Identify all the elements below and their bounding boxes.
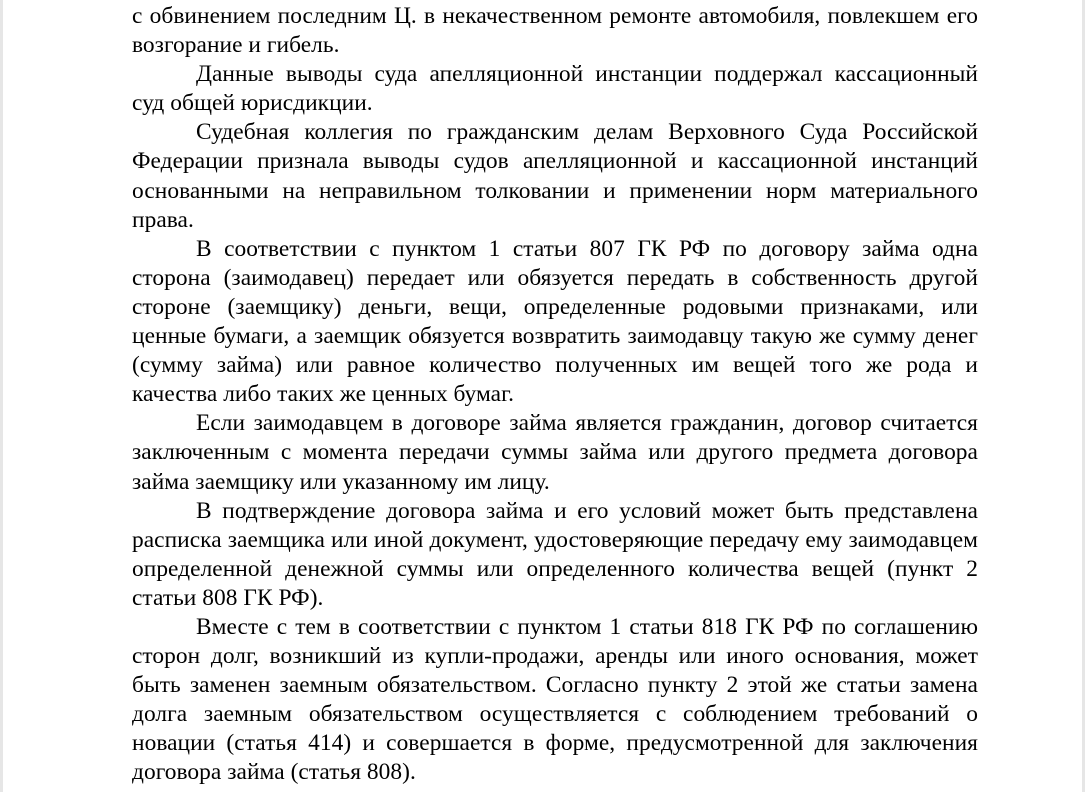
paragraph-article-818: Вместе с тем в соответствии с пунктом 1 статьи 818 ГК РФ по соглашению сторон долг, возникший из купли-продажи, аренды или иного основания, может быть заменен заемным обязательством. Согласно пункту 2 этой же статьи замена долга заемным обязательством осуществляется с соблюдением требований о новации (статья 414) и совершается в форме, предусмотренной для заключения договора займа (статья 808). [132,613,978,786]
page-left-edge [0,0,3,792]
paragraph-receipt-confirmation: В подтверждение договора займа и его условий может быть представлена расписка заемщика или иной документ, удостоверяющие передачу ему заимодавцем определенной денежной суммы или определенного количества вещей (пункт 2 статьи 808 ГК РФ). [132,497,978,611]
document-body [132,2,978,788]
paragraph-lender-citizen: Если заимодавцем в договоре займа является гражданин, договор считается заключенным с момента передачи суммы займа или другого предмета договора займа заемщику или указанному им лицу. [132,410,978,495]
paragraph-appeal-conclusions: Данные выводы суда апелляционной инстанции поддержал кассационный суд общей юрисдикции. [132,61,978,117]
paragraph-continuation: с обвинением последним Ц. в некачественном ремонте автомобиля, повлекшем его возгорание и гибель. [132,3,978,59]
paragraph-article-807: В соответствии с пунктом 1 статьи 807 ГК РФ по договору займа одна сторона (заимодавец) передает или обязуется передать в собственность другой стороне (заемщику) деньги, вещи, определенные родовыми признаками, или ценные бумаги, а заемщик обязуется возвратить заимодавцу такую же сумму денег (сумму займа) или равное количество полученных им вещей того же рода и качества либо таких же ценных бумаг. [132,235,978,408]
paragraph-supreme-court-panel: Судебная коллегия по гражданским делам Верховного Суда Российской Федерации признала выводы судов апелляционной и кассационной инстанций основанными на неправильном толковании и применении норм материального права. [132,119,978,233]
